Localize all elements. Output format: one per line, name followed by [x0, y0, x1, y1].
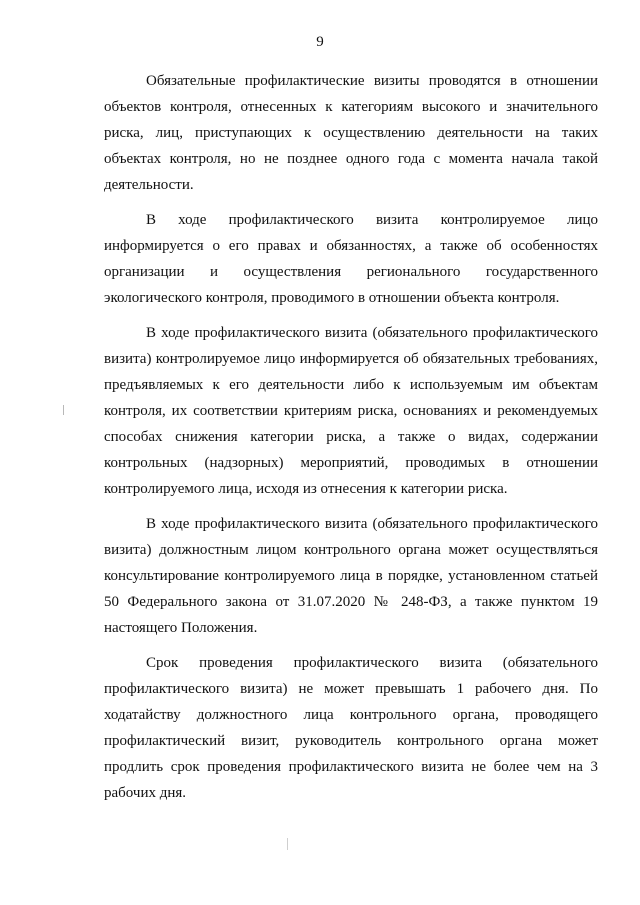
paragraph-consulting: В ходе профилактического визита (обязательного профилактического визита) должностным лицом контрольного органа может осуществляться консультирование контролируемого лица в порядке, установленном статьей 50 Федерального закона от 31.07.2020 № 248-ФЗ, а также пунктом 19 настоящего Положения. [104, 516, 598, 636]
document-body [104, 68, 598, 815]
page-number: 9 [316, 34, 324, 50]
scan-artifact-mark [63, 405, 64, 415]
paragraph-rights-informing: В ходе профилактического визита контролируемое лицо информируется о его правах и обязанностях, а также об особенностях организации и осуществления регионального государственного экологического контроля, проводимого в отношении объекта контроля. [104, 212, 598, 306]
paragraph-requirements-informing: В ходе профилактического визита (обязательного профилактического визита) контролируемое лицо информируется об обязательных требованиях, предъявляемых к его деятельности либо к используемым им объектам контроля, их соответствии критериям риска, основаниях и рекомендуемых способах снижения категории риска, а также о видах, содержании контрольных (надзорных) мероприятий, проводимых в отношении контролируемого лица, исходя из отнесения к категории риска. [104, 325, 598, 497]
paragraph-visit-duration: Срок проведения профилактического визита (обязательного профилактического визита) не может превышать 1 рабочего дня. По ходатайству должностного лица контрольного органа, проводящего профилактический визит, руководитель контрольного органа может продлить срок проведения профилактического визита не более чем на 3 рабочих дня. [104, 655, 598, 801]
scan-artifact-mark [287, 838, 288, 850]
paragraph-mandatory-visits: Обязательные профилактические визиты проводятся в отношении объектов контроля, отнесенных к категориям высокого и значительного риска, лиц, приступающих к осуществлению деятельности на таких объектах контроля, но не позднее одного года с момента начала такой деятельности. [104, 73, 598, 193]
